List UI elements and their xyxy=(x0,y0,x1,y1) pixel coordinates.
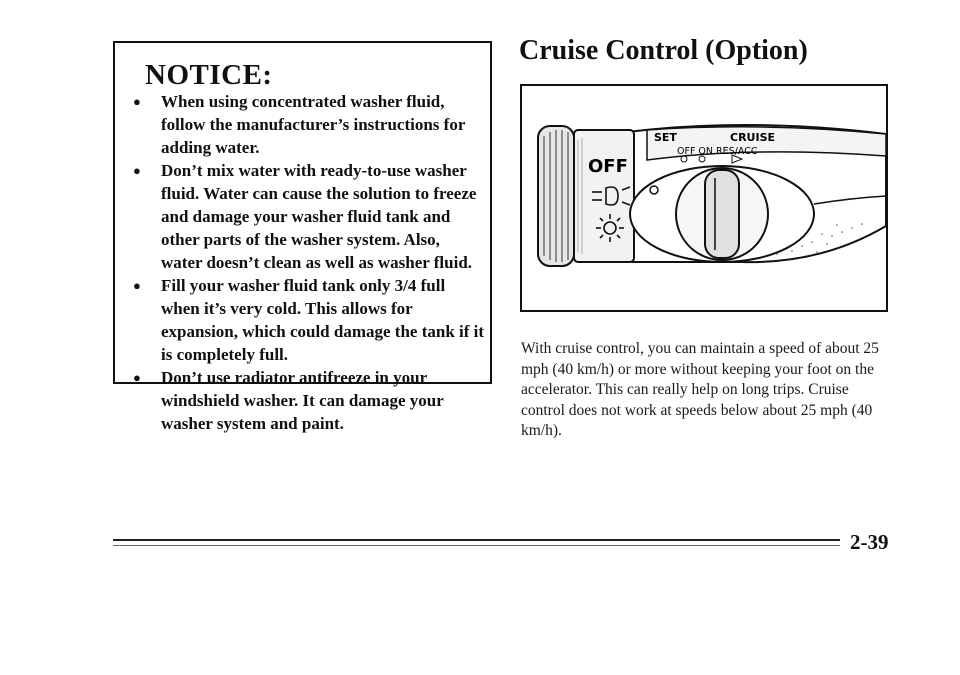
footer-rule-thin xyxy=(113,545,840,546)
bullet-icon: ● xyxy=(133,163,141,178)
dial-grip xyxy=(705,170,739,258)
section-body: With cruise control, you can maintain a speed of about 25 mph (40 km/h) or more without keeping your foot on the accelerator. This can really help on long trips. Cruise control does not work at speeds below about 25 mph (40 km/h). xyxy=(521,340,879,439)
mode-labels: OFF ON RES/ACC xyxy=(677,146,758,157)
set-label: SET xyxy=(654,131,677,144)
notice-item xyxy=(133,366,485,435)
notice-item-text: Don’t mix water with ready-to-use washer fluid. Water can cause the solution to freeze and damage your washer fluid tank and other parts of the washer system. Also, water doesn’t clean as well as washer fluid. xyxy=(161,161,477,272)
bullet-icon: ● xyxy=(133,278,141,293)
knob-off-label: OFF xyxy=(588,156,628,177)
notice-list xyxy=(133,90,485,435)
bullet-icon: ● xyxy=(133,94,141,109)
footer-rule xyxy=(113,539,840,541)
page-number: 2-39 xyxy=(850,530,889,554)
cruise-label: CRUISE xyxy=(730,131,776,144)
notice-box xyxy=(113,41,492,433)
knob-band xyxy=(574,130,634,262)
notice-item-text: Don’t use radiator antifreeze in your windshield washer. It can damage your washer system and paint. xyxy=(161,368,444,433)
notice-item xyxy=(133,159,485,274)
notice-item xyxy=(133,90,485,159)
section-title: Cruise Control (Option) xyxy=(519,35,808,66)
notice-item xyxy=(133,274,485,366)
bullet-icon: ● xyxy=(133,370,141,385)
notice-item-text: Fill your washer fluid tank only 3/4 full when it’s very cold. This allows for expansion, which could damage the tank if it is completely full. xyxy=(161,276,485,364)
notice-item-text: When using concentrated washer fluid, follow the manufacturer’s instructions for adding water. xyxy=(161,92,466,157)
notice-title: NOTICE: xyxy=(145,59,273,91)
lever-drawing xyxy=(522,86,886,310)
cruise-control-lever-illustration xyxy=(520,84,888,312)
